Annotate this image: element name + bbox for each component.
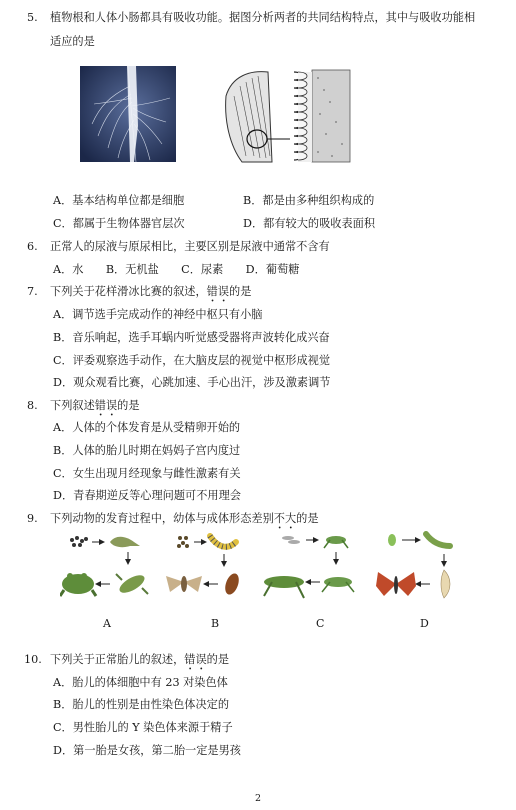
q8-option-b: B．人体的胎儿时期在妈妈子宫内度过 <box>53 444 241 457</box>
q10-option-a: A．胎儿的体细胞中有 23 对染色体 <box>53 676 228 689</box>
q9-number: 9. <box>27 512 38 525</box>
q9-label-b: B <box>211 617 220 630</box>
q10-option-d: D．第一胎是女孩，第二胎一定是男孩 <box>53 744 241 757</box>
q5-stem-line1: 植物根和人体小肠都具有吸收功能。据图分析两者的共同结构特点，其中与吸收功能相 <box>50 11 476 24</box>
q10-option-c: C．男性胎儿的 Y 染色体来源于精子 <box>53 721 233 734</box>
page-number: 2 <box>254 793 262 804</box>
q5-stem-line2: 适应的是 <box>50 35 95 48</box>
q8-stem: 下列叙述错误的是 <box>50 399 140 412</box>
q10-number: 10. <box>24 653 42 666</box>
development-cycles-figure <box>60 530 480 610</box>
q6-number: 6. <box>27 240 38 253</box>
q5-option-d: D．都有较大的吸收表面积 <box>243 217 376 230</box>
q7-option-b: B．音乐响起，选手耳蜗内听觉感受器将声波转化成兴奋 <box>53 331 330 344</box>
q7-option-c: C．评委观察选手动作，在大脑皮层的视觉中枢形成视觉 <box>53 354 331 367</box>
q5-option-c: C．都属于生物体器官层次 <box>53 217 185 230</box>
q9-stem: 下列动物的发育过程中，幼体与成体形态差别不大的是 <box>50 512 319 525</box>
q10-option-b: B．胎儿的性别是由性染色体决定的 <box>53 698 230 711</box>
butterfly-cycle-d <box>376 534 450 598</box>
q5-number: 5. <box>27 11 38 24</box>
q6-options: A．水 B．无机盐 C．尿素 D．葡萄糖 <box>53 263 300 276</box>
q9-label-a: A <box>103 617 111 630</box>
q5-option-b: B．都是由多种组织构成的 <box>243 194 375 207</box>
q7-option-d: D．观众观看比赛，心跳加速、手心出汗，涉及激素调节 <box>53 376 331 389</box>
q8-option-c: C．女生出现月经现象与雌性激素有关 <box>53 467 241 480</box>
q7-stem: 下列关于花样滑冰比赛的叙述，错误的是 <box>50 285 252 298</box>
q8-option-d: D．青春期逆反等心理问题可不用理会 <box>53 489 241 502</box>
q6-stem: 正常人的尿液与原尿相比，主要区别是尿液中通常不含有 <box>50 240 330 253</box>
q9-label-d: D <box>420 617 429 630</box>
frog-cycle-a <box>60 536 148 596</box>
q8-option-a: A．人体的个体发育是从受精卵开始的 <box>53 421 241 434</box>
q5-option-a: A．基本结构单位都是细胞 <box>53 194 185 207</box>
q10-stem: 下列关于正常胎儿的叙述，错误的是 <box>50 653 230 666</box>
root-hair-photo <box>80 66 176 162</box>
q9-label-c: C <box>316 617 325 630</box>
moth-cycle-b <box>166 536 241 596</box>
small-intestine-diagram <box>220 66 360 166</box>
q7-option-a: A．调节选手完成动作的神经中枢只有小脑 <box>53 308 263 321</box>
q8-number: 8. <box>27 399 38 412</box>
q7-number: 7. <box>27 285 38 298</box>
grasshopper-cycle-c <box>264 536 354 598</box>
